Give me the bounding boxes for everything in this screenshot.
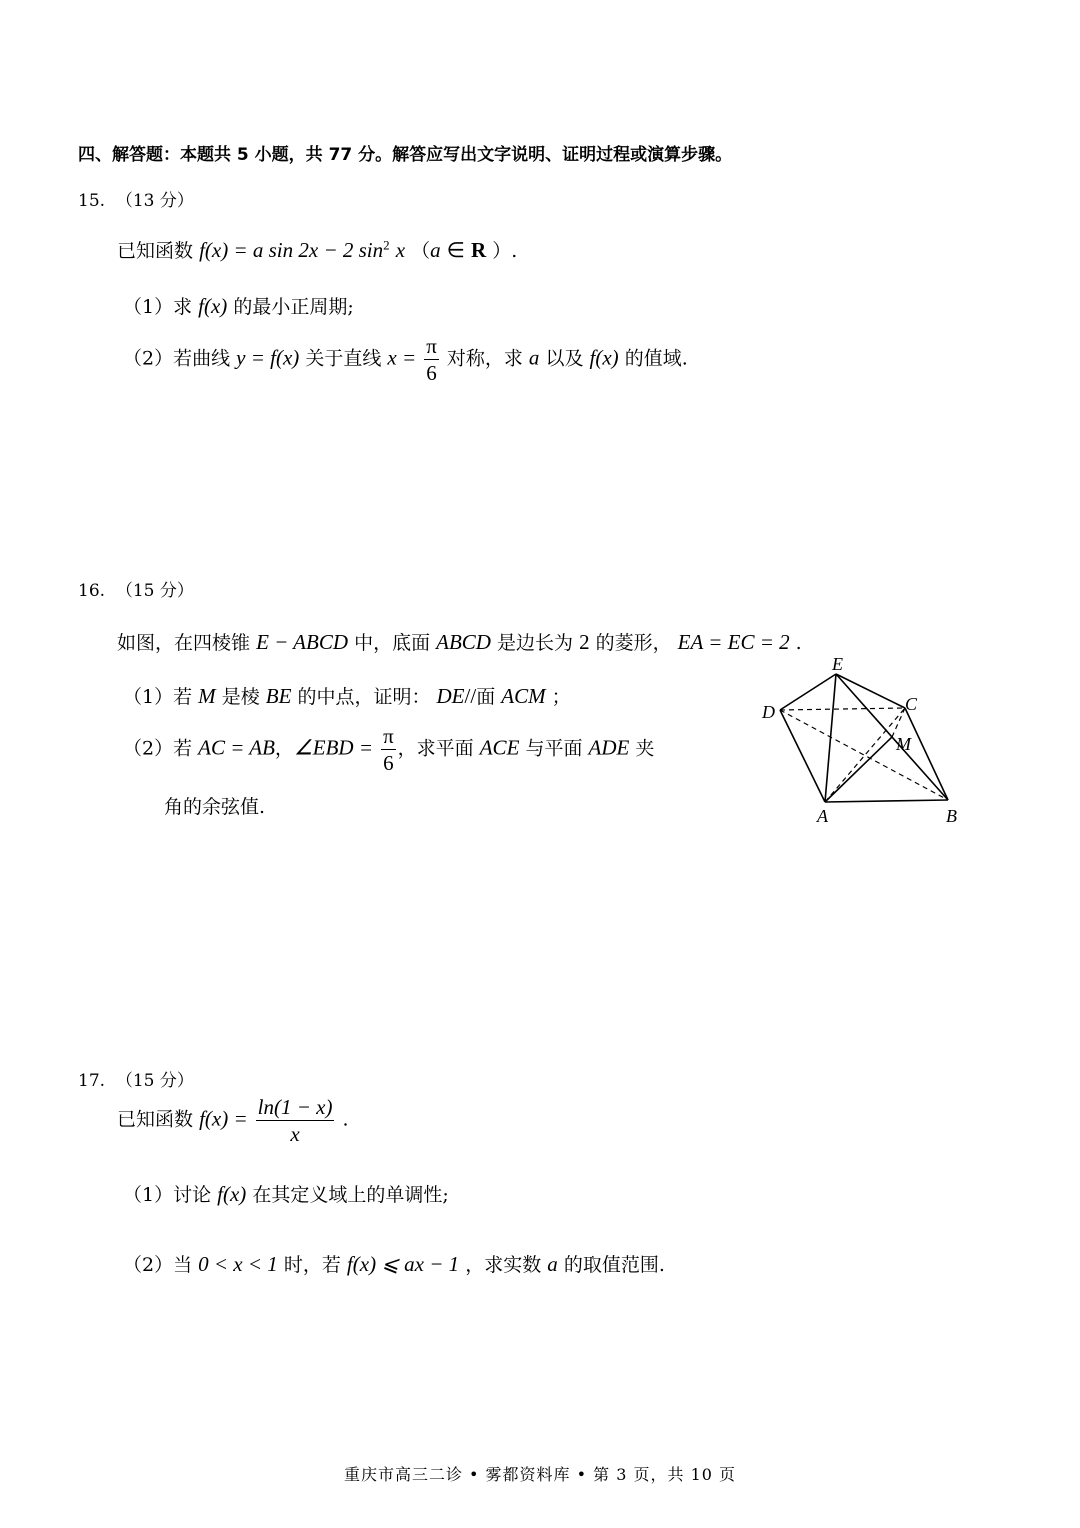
question-16-stem [117,628,802,655]
part-label: （1）若 [123,686,193,708]
part-text: ，求平面 [397,737,474,760]
math-function: f(x) [589,345,619,370]
math-var: x [395,238,406,262]
math-function: f(x) = [199,1106,248,1131]
math-fraction [256,1094,335,1147]
fraction-numerator: π [383,724,394,748]
part-text: ； [551,686,571,708]
question-17-part-2 [123,1250,665,1277]
math-expression: ABCD [436,630,491,654]
question-points: （15 分） [115,581,194,601]
part-label: （1）求 [123,296,193,318]
math-equation: x = [387,345,417,370]
question-16-part-1 [123,682,571,709]
stem-text: . [342,1108,349,1131]
vertex-label-D: D [762,702,775,722]
question-15-part-1 [123,292,354,319]
part-text: ，求实数 [465,1254,542,1276]
part-text: 的最小正周期; [233,296,354,318]
question-17-part-1 [123,1180,449,1207]
section-heading: 四、解答题：本题共 5 小题，共 77 分。解答应写出文字说明、证明过程或演算步骤。 [78,145,733,165]
math-var: M [198,684,216,708]
question-15-header [78,186,194,211]
math-equation: ∠EBD = [293,735,374,760]
edge-DA [780,710,825,802]
part-text: 对称，求 [446,347,523,370]
stem-text: 如图，在四棱锥 [117,632,251,654]
stem-text: （ [411,240,431,262]
stem-text: 已知函数 [117,240,194,262]
math-var: ADE [588,735,630,760]
part-text: 的值域. [624,347,688,370]
math-symbol: // [464,684,477,708]
part-label: （2）当 [123,1254,193,1276]
math-symbol: ∈ [446,238,465,262]
vertex-label-C: C [905,694,918,714]
stem-text: 已知函数 [117,1108,194,1131]
edge-DB-hidden [780,710,948,800]
vertex-label-B: B [946,806,957,826]
edge-AB [825,800,948,802]
math-var: BE [265,684,292,708]
edge-BC [905,708,948,800]
question-number: 15. [78,191,106,211]
pyramid-figure [750,650,980,830]
question-points: （13 分） [115,191,194,211]
math-fraction [424,333,439,386]
vertex-label-A: A [817,806,828,826]
part-text: 在其定义域上的单调性; [252,1184,449,1206]
fraction-denominator: 6 [426,361,437,385]
stem-text: ）. [492,240,518,262]
part-text: 以及 [545,347,584,370]
question-points: （15 分） [115,1071,194,1091]
question-16-part-2-continuation: 角的余弦值. [164,796,266,818]
fraction-numerator: π [426,334,437,358]
question-17-header [78,1066,194,1091]
edge-AM [825,737,892,802]
math-function: f(x) = a sin 2x − 2 sin [199,238,384,262]
vertex-label-M: M [896,734,911,754]
math-var: a [528,345,540,370]
math-var: ACE [479,735,520,760]
math-equation: EA = EC = 2 [677,630,790,654]
question-15-part-2 [123,333,688,386]
question-number: 16. [78,581,106,601]
math-inequality: f(x) ⩽ ax − 1 [346,1252,460,1276]
part-label: （2）若曲线 [123,347,231,370]
fraction-denominator: 6 [383,751,394,775]
math-equation: y = f(x) [236,345,300,370]
part-text: 关于直线 [305,347,382,370]
math-var: a [547,1252,558,1276]
stem-text: . [795,632,802,654]
math-number: 2 [579,630,590,654]
fraction-numerator: ln(1 − x) [257,1095,333,1119]
math-var: ACM [501,684,546,708]
vertex-label-E: E [832,654,843,674]
part-text: 时，若 [283,1254,341,1276]
edge-DC-hidden [780,708,905,710]
math-expression: E − ABCD [256,630,349,654]
page-footer: 重庆市高三二诊 • 雾都资料库 • 第 3 页，共 10 页 [343,1465,737,1484]
question-17-stem [117,1094,349,1147]
edge-AC-hidden [825,708,905,802]
fraction-denominator: x [290,1122,300,1146]
math-equation: AC = AB [198,735,275,760]
part-label: （2）若 [123,737,193,760]
part-text: 夹 [635,737,655,760]
math-var: DE [436,684,465,708]
stem-text: 是边长为 [497,632,574,654]
edge-EC [836,674,905,708]
part-label: （1）讨论 [123,1184,212,1206]
question-16-part-2 [123,723,654,776]
math-set: R [470,238,487,262]
math-exponent: 2 [383,237,390,253]
part-text: 与平面 [525,737,583,760]
question-number: 17. [78,1071,106,1091]
stem-text: 中，底面 [354,632,431,654]
math-inequality: 0 < x < 1 [198,1252,278,1276]
stem-text: 的菱形， [595,632,672,654]
part-text: 面 [476,686,496,708]
math-function: f(x) [217,1182,247,1206]
question-16-header [78,576,194,601]
part-text: 是棱 [221,686,260,708]
math-function: f(x) [198,294,228,318]
part-text: 的中点，证明： [297,686,431,708]
part-text: ， [274,737,294,760]
edge-EA [825,674,836,802]
question-15-stem [117,236,517,263]
math-fraction [381,723,396,776]
edge-CM-hidden [892,708,905,737]
edge-ED [780,674,836,710]
part-text: 的取值范围. [563,1254,665,1276]
math-var: a [430,238,441,262]
